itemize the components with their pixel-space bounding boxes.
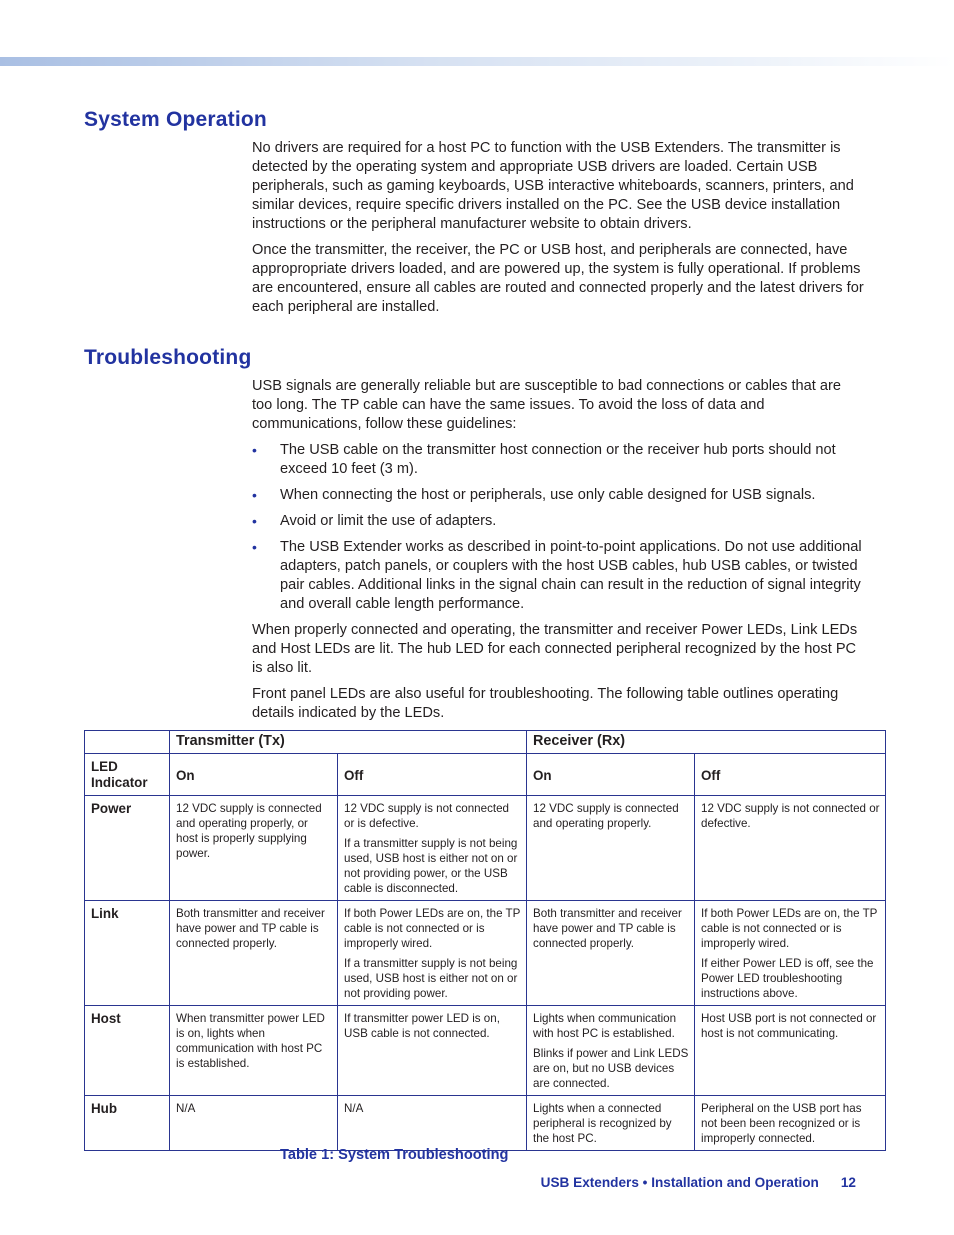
bullet-icon: • (252, 487, 257, 503)
list-item-text: The USB cable on the transmitter host connection or the receiver hub ports should not exceed 10 feet (3 m). (280, 442, 836, 477)
table-row (85, 1096, 886, 1151)
list-item (252, 486, 864, 505)
cell-text: Lights when communication with host PC is established. (533, 1012, 677, 1040)
cell-text: Lights when a connected peripheral is recognized by the host PC. (533, 1102, 672, 1145)
bullet-icon: • (252, 442, 257, 458)
paragraph: No drivers are required for a host PC to function with the USB Extenders. The transmitter is detected by the operating system and appropriate USB drivers are loaded. Certain USB peripherals, such as gaming keyboards, USB interactive whiteboards, scanners, printers, and similar devices, require specific drivers installed on the PC. See the USB device installation instructions or the peripheral manufacturer website to obtain drivers. (252, 140, 854, 232)
cell-text: 12 VDC supply is not connected or defective. (701, 802, 880, 830)
table-cell (695, 1096, 886, 1151)
table-row (85, 901, 886, 1006)
table-cell (170, 901, 338, 1006)
header-gradient-bar (0, 57, 954, 66)
section-title-troubleshooting: Troubleshooting (84, 346, 252, 369)
cell-text: If a transmitter supply is not being used, USB host is either not on or not providing power. (344, 957, 518, 1000)
page-number: 12 (840, 1175, 856, 1190)
paragraph: Front panel LEDs are also useful for troubleshooting. The following table outlines operating details indicated by the LEDs. (252, 686, 839, 721)
paragraph: USB signals are generally reliable but are susceptible to bad connections or cables that are too long. The TP cable can have the same issues. To avoid the loss of data and communications, follow these guidelines: (252, 378, 841, 432)
transmitter-header: Transmitter (Tx) (170, 731, 527, 754)
row-label-power: Power (85, 796, 170, 901)
table-corner-cell (85, 731, 170, 754)
system-operation-body (252, 139, 864, 324)
cell-text: Blinks if power and Link LEDS are on, but no USB devices are connected. (533, 1047, 689, 1090)
row-label-host: Host (85, 1006, 170, 1096)
list-item-text: Avoid or limit the use of adapters. (280, 513, 497, 529)
led-troubleshooting-table (84, 730, 886, 1151)
list-item (252, 441, 864, 479)
cell-text: If both Power LEDs are on, the TP cable is not connected or is improperly wired. (701, 907, 878, 950)
table-cell (527, 901, 695, 1006)
table-cell (695, 901, 886, 1006)
row-label-hub: Hub (85, 1096, 170, 1151)
cell-text: 12 VDC supply is connected and operating properly. (533, 802, 679, 830)
table-cell (338, 1096, 527, 1151)
paragraph: When properly connected and operating, the transmitter and receiver Power LEDs, Link LEDs and Host LEDs are lit. The hub LED for each connected peripheral recognized by the host PC is also lit. (252, 622, 858, 676)
cell-text: 12 VDC supply is connected and operating properly, or host is properly supplying power. (176, 802, 322, 860)
led-indicator-header: LED Indicator (85, 754, 170, 796)
rx-on-header: On (527, 754, 695, 796)
tx-off-header: Off (338, 754, 527, 796)
bullet-icon: • (252, 539, 257, 555)
troubleshooting-body (252, 377, 864, 730)
table-cell (527, 1006, 695, 1096)
cell-text: If a transmitter supply is not being used, USB host is either not on or not providing power, or the USB cable is disconnected. (344, 837, 518, 895)
section-title-system-operation: System Operation (84, 108, 267, 131)
tx-on-header: On (170, 754, 338, 796)
list-item (252, 512, 864, 531)
table-cell (527, 1096, 695, 1151)
cell-text: Peripheral on the USB port has not been been recognized or is improperly connected. (701, 1102, 862, 1145)
cell-text: N/A (176, 1102, 196, 1115)
list-item-text: When connecting the host or peripherals, use only cable designed for USB signals. (280, 487, 816, 503)
cell-text: If both Power LEDs are on, the TP cable is not connected or is improperly wired. (344, 907, 521, 950)
cell-text: Both transmitter and receiver have power and TP cable is connected properly. (176, 907, 325, 950)
table-cell (338, 796, 527, 901)
list-item-text: The USB Extender works as described in point-to-point applications. Do not use additional adapters, patch panels, or couplers with the host USB cables, hub USB cables, or twisted pair cables. Additional links in the signal chain can result in the reduction of signal integrity and overall cable length performance. (280, 539, 862, 612)
table-cell (170, 796, 338, 901)
row-label-link: Link (85, 901, 170, 1006)
footer-title: USB Extenders • Installation and Operation (540, 1175, 819, 1190)
list-item (252, 538, 864, 614)
cell-text: If either Power LED is off, see the Power LED troubleshooting instructions above. (701, 957, 874, 1000)
table-cell (338, 901, 527, 1006)
cell-text: If transmitter power LED is on, USB cable is not connected. (344, 1012, 500, 1040)
table-group-header-row (85, 731, 886, 754)
table-column-header-row (85, 754, 886, 796)
table-cell (695, 1006, 886, 1096)
cell-text: Host USB port is not connected or host is not communicating. (701, 1012, 877, 1040)
cell-text: Both transmitter and receiver have power and TP cable is connected properly. (533, 907, 682, 950)
guidelines-list (252, 441, 864, 614)
paragraph: Once the transmitter, the receiver, the PC or USB host, and peripherals are connected, have appropropriate drivers loaded, and are powered up, the system is fully operational. If problems are encountered, ensure all cables are routed and connected properly and the latest drivers for each peripheral are installed. (252, 242, 864, 315)
table-cell (527, 796, 695, 901)
receiver-header: Receiver (Rx) (527, 731, 886, 754)
table-cell (170, 1096, 338, 1151)
table-row (85, 796, 886, 901)
page-footer (541, 1175, 856, 1190)
rx-off-header: Off (695, 754, 886, 796)
table-caption: Table 1: System Troubleshooting (280, 1147, 509, 1163)
table-cell (170, 1006, 338, 1096)
table-cell (338, 1006, 527, 1096)
table-row (85, 1006, 886, 1096)
table-cell (695, 796, 886, 901)
cell-text: When transmitter power LED is on, lights when communication with host PC is established. (176, 1012, 325, 1070)
cell-text: N/A (344, 1102, 364, 1115)
bullet-icon: • (252, 513, 257, 529)
cell-text: 12 VDC supply is not connected or is defective. (344, 802, 509, 830)
